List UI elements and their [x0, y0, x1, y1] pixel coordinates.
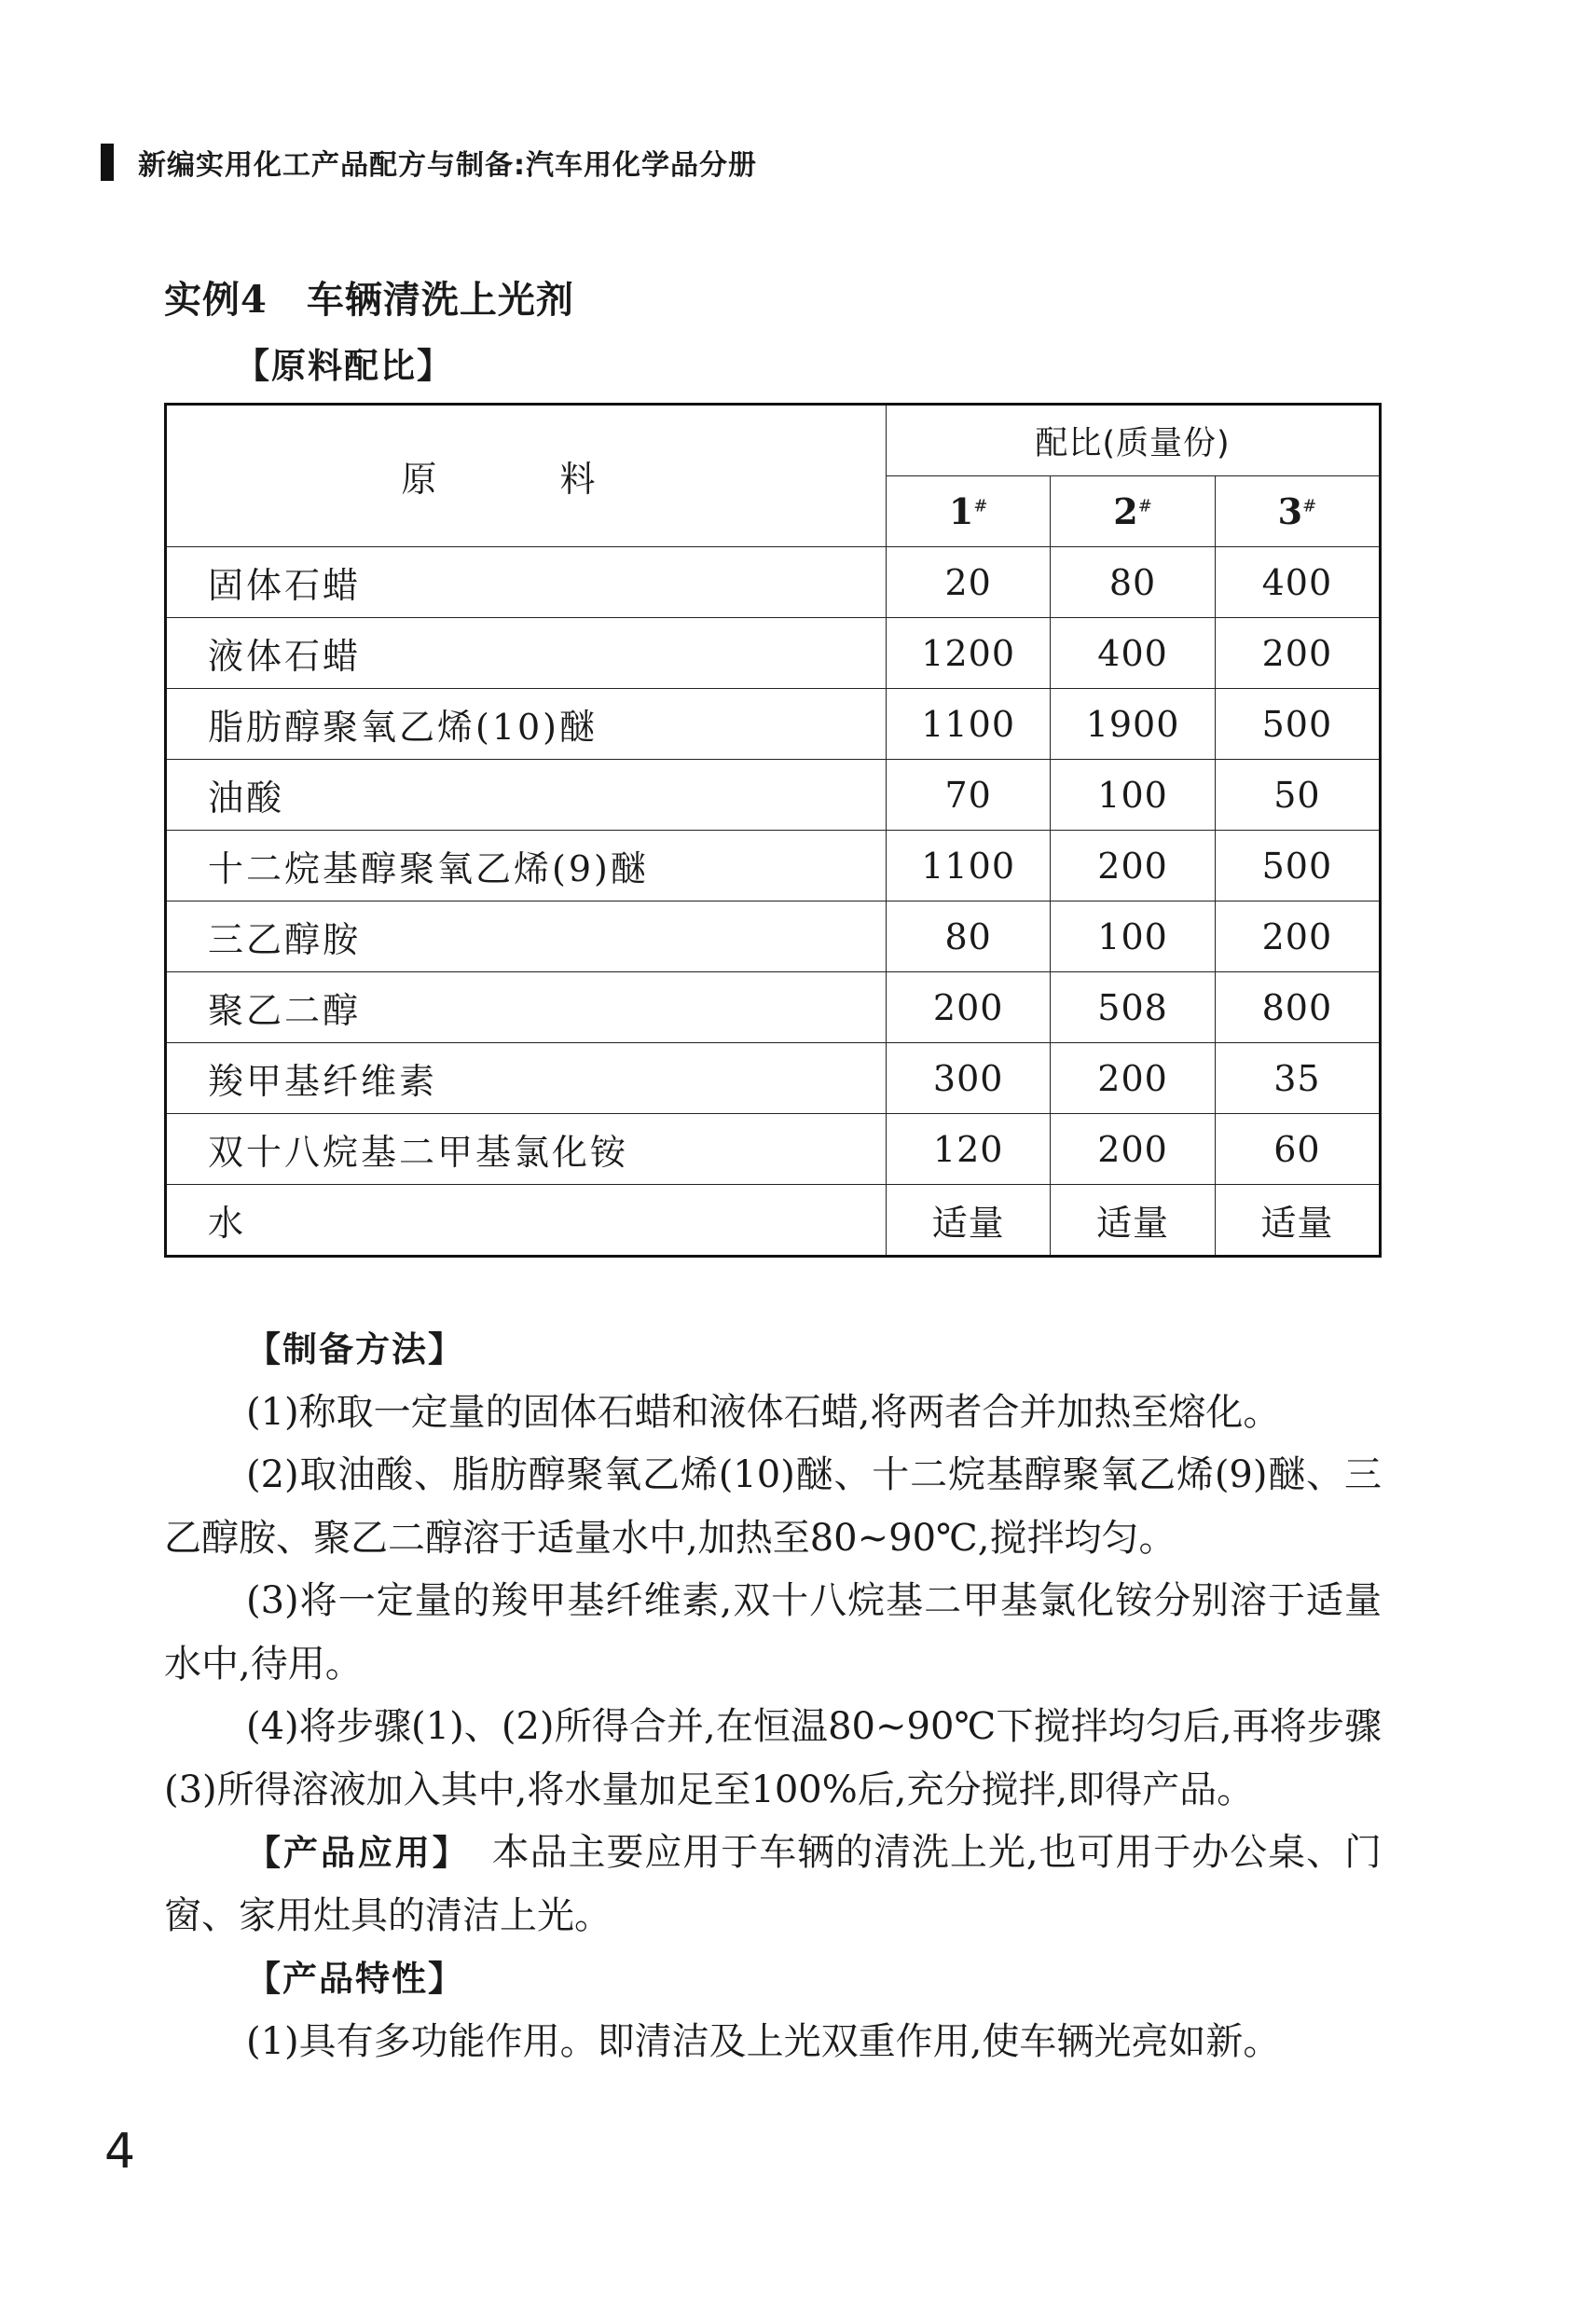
value-cell: 200	[886, 972, 1050, 1043]
application-text: 本品主要应用于车辆的清洗上光,也可用于办公桌、门窗、家用灶具的清洁上光。	[164, 1831, 1383, 1937]
method-step: (1)称取一定量的固体石蜡和液体石蜡,将两者合并加热至熔化。	[246, 1390, 1281, 1434]
table-row	[166, 901, 1381, 972]
example-number: 实例4	[164, 278, 268, 322]
material-name: 双十八烷基二甲基氯化铵	[166, 1114, 887, 1185]
value-cell: 70	[886, 760, 1050, 831]
value-cell: 200	[1215, 618, 1380, 689]
value-cell: 508	[1051, 972, 1215, 1043]
value-cell: 35	[1215, 1043, 1380, 1114]
table-row	[166, 831, 1381, 901]
method-step: (4)将步骤(1)、(2)所得合并,在恒温80~90℃下搅拌均匀后,再将步骤(3)所得溶液加入其中,将水量加足至100%后,充分搅拌,即得产品。	[164, 1705, 1382, 1811]
material-name: 油酸	[166, 760, 887, 831]
material-name: 聚乙二醇	[166, 972, 887, 1043]
value-cell: 1200	[886, 618, 1050, 689]
example-name: 车辆清洗上光剂	[306, 278, 574, 322]
material-name: 脂肪醇聚氧乙烯(10)醚	[166, 689, 887, 760]
value-cell: 300	[886, 1043, 1050, 1114]
value-cell: 800	[1215, 972, 1380, 1043]
running-header	[101, 142, 757, 183]
table-row	[166, 1114, 1381, 1185]
header-formula-1: 1#	[886, 476, 1050, 547]
section-heading-application: 【产品应用】	[246, 1833, 470, 1873]
example-title	[164, 270, 574, 323]
method-step: (2)取油酸、脂肪醇聚氧乙烯(10)醚、十二烷基醇聚氧乙烯(9)醚、三乙醇胺、聚乙二醇溶于适量水中,加热至80~90℃,搅拌均匀。	[164, 1453, 1382, 1560]
header-bar	[101, 144, 114, 181]
header-ratio: 配比(质量份)	[886, 405, 1380, 476]
value-cell: 80	[886, 901, 1050, 972]
table-row	[166, 689, 1381, 760]
table-row	[166, 547, 1381, 618]
application-paragraph	[164, 1822, 1382, 1947]
value-cell: 200	[1215, 901, 1380, 972]
value-cell: 200	[1051, 1114, 1215, 1185]
material-name: 水	[166, 1185, 887, 1257]
table-header-row	[166, 405, 1381, 476]
section-heading-materials: 【原料配比】	[235, 346, 453, 386]
value-cell: 400	[1215, 547, 1380, 618]
value-cell: 1100	[886, 689, 1050, 760]
value-cell: 500	[1215, 831, 1380, 901]
value-cell: 500	[1215, 689, 1380, 760]
value-cell: 200	[1051, 1043, 1215, 1114]
material-name: 三乙醇胺	[166, 901, 887, 972]
running-header-text: 新编实用化工产品配方与制备:汽车用化学品分册	[138, 149, 757, 182]
value-cell: 100	[1051, 901, 1215, 972]
material-name: 羧甲基纤维素	[166, 1043, 887, 1114]
value-cell: 1900	[1051, 689, 1215, 760]
value-cell: 80	[1051, 547, 1215, 618]
feature-item: (1)具有多功能作用。即清洁及上光双重作用,使车辆光亮如新。	[246, 2019, 1281, 2063]
table-row	[166, 972, 1381, 1043]
section-heading-method: 【制备方法】	[246, 1329, 464, 1369]
header-formula-2: 2#	[1051, 476, 1215, 547]
table-row	[166, 1185, 1381, 1257]
value-cell: 20	[886, 547, 1050, 618]
header-formula-3: 3#	[1215, 476, 1380, 547]
material-name: 十二烷基醇聚氧乙烯(9)醚	[166, 831, 887, 901]
value-cell: 100	[1051, 760, 1215, 831]
value-cell: 400	[1051, 618, 1215, 689]
material-name: 液体石蜡	[166, 618, 887, 689]
header-material: 原 料	[166, 405, 887, 547]
value-cell: 120	[886, 1114, 1050, 1185]
value-cell: 适量	[886, 1185, 1050, 1257]
body-text	[164, 1318, 1382, 2073]
table-row	[166, 1043, 1381, 1114]
value-cell: 适量	[1215, 1185, 1380, 1257]
section-heading-features: 【产品特性】	[246, 1959, 464, 1999]
formula-table	[164, 403, 1382, 1258]
page-number: 4	[104, 2124, 136, 2180]
table-row	[166, 618, 1381, 689]
method-step: (3)将一定量的羧甲基纤维素,双十八烷基二甲基氯化铵分别溶于适量水中,待用。	[164, 1579, 1382, 1686]
value-cell: 1100	[886, 831, 1050, 901]
table-row	[166, 760, 1381, 831]
value-cell: 适量	[1051, 1185, 1215, 1257]
material-name: 固体石蜡	[166, 547, 887, 618]
value-cell: 50	[1215, 760, 1380, 831]
value-cell: 60	[1215, 1114, 1380, 1185]
value-cell: 200	[1051, 831, 1215, 901]
